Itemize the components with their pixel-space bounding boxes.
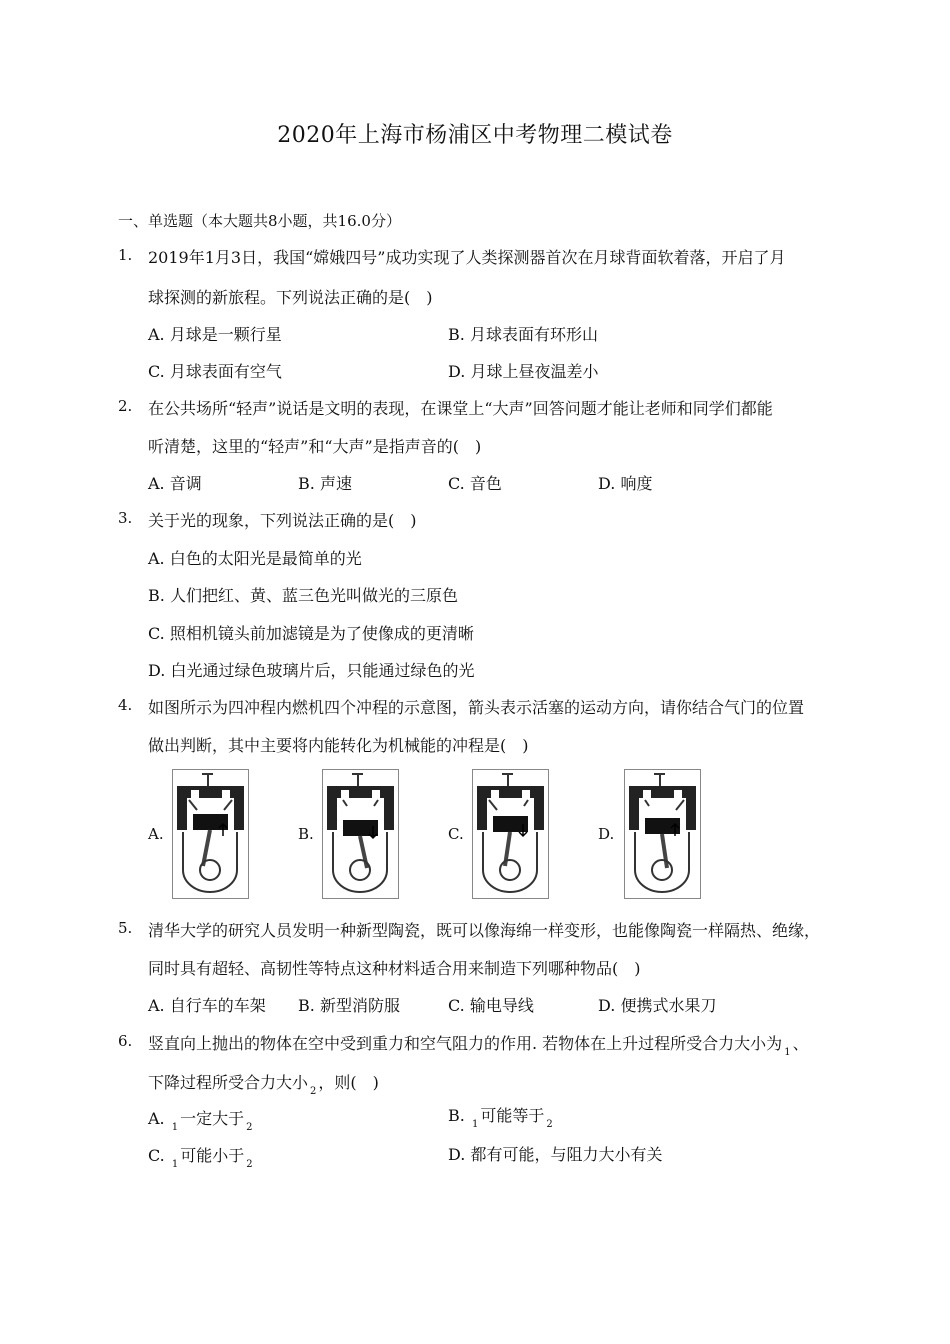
question-text: 清华大学的研究人员发明一种新型陶瓷，既可以像海绵一样变形，也能像陶瓷一样隔热、绝缘， xyxy=(148,921,821,940)
option-label: A. xyxy=(148,474,165,493)
option-b[interactable] xyxy=(298,471,352,494)
question-number: 5. xyxy=(118,919,133,937)
option-text: 音调 xyxy=(169,474,202,493)
question-text: 如图所示为四冲程内燃机四个冲程的示意图，箭头表示活塞的运动方向，请你结合气门的位置 xyxy=(148,698,805,717)
subscript: 1 xyxy=(171,1122,179,1133)
option-text: 白色的太阳光是最简单的光 xyxy=(169,549,362,568)
option-text: 可能等于 xyxy=(480,1106,545,1125)
option-c[interactable] xyxy=(448,993,534,1016)
option-label: C. xyxy=(448,996,465,1015)
question-number: 3. xyxy=(118,509,133,527)
option-a[interactable] xyxy=(148,322,282,345)
subscript: 1 xyxy=(471,1119,479,1130)
option-text: 自行车的车架 xyxy=(169,996,266,1015)
option-c[interactable] xyxy=(448,471,502,494)
question-text: 同时具有超轻、高韧性等特点这种材料适合用来制造下列哪种物品( ) xyxy=(148,959,641,978)
option-label: A. xyxy=(148,1109,165,1128)
option-c[interactable] xyxy=(148,621,474,644)
option-label: C. xyxy=(148,1146,165,1165)
option-text: 照相机镜头前加滤镜是为了使像成的更清晰 xyxy=(169,624,474,643)
subscript: 2 xyxy=(310,1086,317,1097)
option-c[interactable]: C. xyxy=(448,825,464,843)
option-d[interactable] xyxy=(148,658,474,681)
question-text: 听清楚，这里的“轻声”和“大声”是指声音的( ) xyxy=(148,437,482,456)
option-d[interactable] xyxy=(448,359,598,382)
option-label: B. xyxy=(298,996,315,1015)
option-text: 月球是一颗行星 xyxy=(169,325,282,344)
engine-stroke-diagram-d xyxy=(624,769,701,899)
question-text: 球探测的新旅程。下列说法正确的是( ) xyxy=(148,288,433,307)
option-text: 人们把红、黄、蓝三色光叫做光的三原色 xyxy=(169,586,458,605)
option-b[interactable] xyxy=(298,993,400,1016)
subscript: 2 xyxy=(246,1122,253,1133)
section-heading: 一、单选题（本大题共8小题，共16.0分） xyxy=(118,212,401,230)
engine-stroke-diagram-c xyxy=(472,769,549,899)
question-text: 2019年1月3日，我国“嫦娥四号”成功实现了人类探测器首次在月球背面软着落，开启了月 xyxy=(148,248,786,267)
engine-stroke-diagram-a xyxy=(172,769,249,899)
option-b[interactable] xyxy=(148,583,458,606)
option-label: D. xyxy=(598,474,616,493)
option-text: 白光通过绿色玻璃片后，只能通过绿色的光 xyxy=(170,661,475,680)
option-label: D. xyxy=(598,996,616,1015)
option-label: A. xyxy=(148,996,165,1015)
question-number: 4. xyxy=(118,696,133,714)
question-text: 做出判断，其中主要将内能转化为机械能的冲程是( ) xyxy=(148,736,529,755)
option-text: 新型消防服 xyxy=(319,996,400,1015)
option-c[interactable] xyxy=(148,359,282,382)
question-text-part: 、 xyxy=(792,1034,809,1053)
subscript: 1 xyxy=(784,1047,791,1058)
option-text: 月球表面有环形山 xyxy=(469,325,598,344)
option-text: 都有可能，与阻力大小有关 xyxy=(470,1145,663,1164)
option-b[interactable] xyxy=(448,1103,555,1130)
option-a[interactable] xyxy=(148,1106,255,1133)
question-text: 在公共场所“轻声”说话是文明的表现，在课堂上“大声”回答问题才能让老师和同学们都能 xyxy=(148,399,773,418)
option-text: 月球上昼夜温差小 xyxy=(470,362,599,381)
question-text-part: ，则( ) xyxy=(318,1073,379,1092)
option-label: D. xyxy=(448,362,466,381)
option-a[interactable] xyxy=(148,546,362,569)
subscript: 2 xyxy=(546,1119,553,1130)
option-text: 声速 xyxy=(319,474,352,493)
question-text xyxy=(148,1070,379,1097)
question-text-part: 竖直向上抛出的物体在空中受到重力和空气阻力的作用. 若物体在上升过程所受合力大小为 xyxy=(148,1034,783,1053)
option-text: 便携式水果刀 xyxy=(620,996,717,1015)
option-label: D. xyxy=(448,1145,466,1164)
question-number: 2. xyxy=(118,397,133,415)
option-d[interactable] xyxy=(598,993,716,1016)
option-a[interactable] xyxy=(148,993,266,1016)
question-text: 关于光的现象，下列说法正确的是( ) xyxy=(148,511,417,530)
option-text: 月球表面有空气 xyxy=(169,362,282,381)
option-label: B. xyxy=(298,474,315,493)
option-d[interactable] xyxy=(598,471,652,494)
option-b[interactable] xyxy=(448,322,598,345)
engine-stroke-diagram-b xyxy=(322,769,399,899)
option-text: 一定大于 xyxy=(180,1109,245,1128)
subscript: 1 xyxy=(171,1159,179,1170)
option-label: B. xyxy=(148,586,165,605)
option-label: A. xyxy=(148,549,165,568)
page-title: 2020年上海市杨浦区中考物理二模试卷 xyxy=(277,123,673,148)
question-number: 1. xyxy=(118,246,133,264)
option-b[interactable]: B. xyxy=(298,825,314,843)
option-label: B. xyxy=(448,325,465,344)
option-c[interactable] xyxy=(148,1143,255,1170)
question-number: 6. xyxy=(118,1032,133,1050)
option-label: C. xyxy=(148,624,165,643)
option-text: 可能小于 xyxy=(180,1146,245,1165)
option-label: D. xyxy=(148,661,166,680)
option-label: C. xyxy=(148,362,165,381)
option-text: 响度 xyxy=(620,474,653,493)
option-text: 输电导线 xyxy=(469,996,534,1015)
question-text-part: 下降过程所受合力大小 xyxy=(148,1073,309,1092)
option-a[interactable]: A. xyxy=(148,825,164,843)
option-text: 音色 xyxy=(469,474,502,493)
option-d[interactable]: D. xyxy=(598,825,615,843)
option-label: C. xyxy=(448,474,465,493)
option-label: A. xyxy=(148,325,165,344)
question-text xyxy=(148,1031,809,1058)
subscript: 2 xyxy=(246,1159,253,1170)
option-a[interactable] xyxy=(148,471,202,494)
option-label: B. xyxy=(448,1106,465,1125)
option-d[interactable] xyxy=(448,1142,662,1165)
